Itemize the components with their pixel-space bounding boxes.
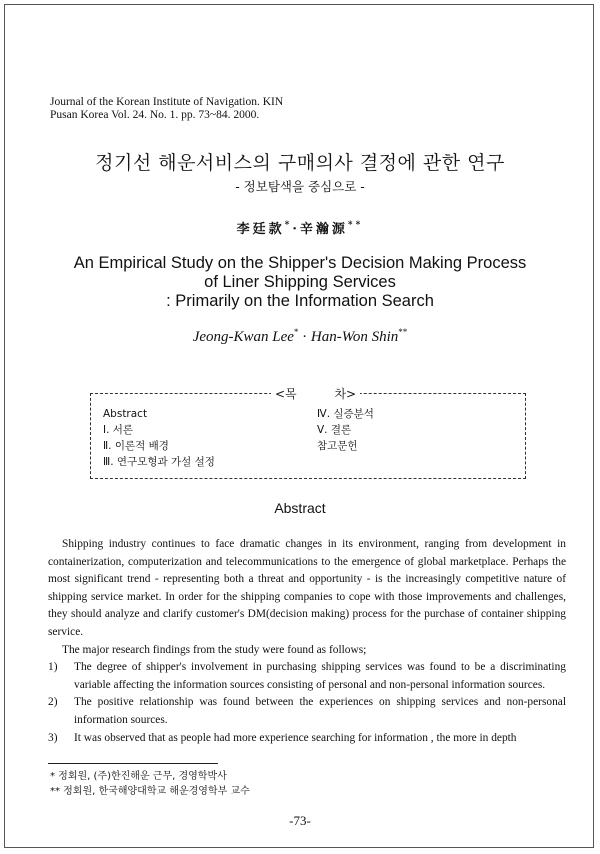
journal-line-1: Journal of the Korean Institute of Navigation. KIN <box>50 96 284 108</box>
author-separator: · <box>292 222 300 237</box>
abstract-body <box>48 536 566 747</box>
author1-hanja: 李廷款 <box>236 222 285 237</box>
journal-line-2: Pusan Korea Vol. 24. No. 1. pp. 73~84. 2000. <box>50 109 260 121</box>
english-title-line-3: : Primarily on the Information Search <box>166 292 434 310</box>
footnote-2: ** 정회원, 한국해양대학교 해운경영학부 교수 <box>50 786 250 797</box>
author2-english: Han-Won Shin <box>310 329 399 345</box>
finding-text: The degree of shipper's involvement in purchasing shipping services was found to be a discriminating variable affecting the information sources consisting of personal and non-personal information sources. <box>74 661 566 691</box>
korean-subtitle: - 정보탐색을 중심으로 - <box>235 179 365 194</box>
finding-text: The positive relationship was found between the experiences on shipping services and non-personal information sources. <box>74 696 566 726</box>
abstract-paragraph: Shipping industry continues to face dramatic changes in its environment, ranging from development in containerization, computerization and telecommunications to the emergence of global marketplace. Perhaps the most significant trend - representing both a threat and opportunity - is the increasingly competitive nature of shipping service market. In order for the shipping companies to cope with those improvements and challenges, they should analyze and clarify customer's DM(decision making) process for the purchase of container shipping service. <box>48 538 566 638</box>
author-separator-en: · <box>298 329 311 345</box>
author1-mark: * <box>293 327 299 337</box>
findings-list <box>48 659 566 747</box>
authors-hanja: 李廷款*·辛瀚源** <box>236 220 364 237</box>
toc-item: Ⅲ. 연구모형과 가설 설정 <box>103 456 215 468</box>
table-of-contents <box>90 387 526 479</box>
page-number: -73- <box>289 813 311 828</box>
author2-mark: ** <box>398 327 408 337</box>
english-title-line-1: An Empirical Study on the Shipper's Decision Making Process <box>73 254 527 272</box>
toc-item: Ⅰ. 서론 <box>103 424 134 436</box>
toc-item: Ⅴ. 결론 <box>317 424 352 436</box>
finding-item <box>48 730 566 748</box>
finding-number: 1) <box>48 661 58 674</box>
toc-item: 참고문헌 <box>317 440 358 452</box>
finding-number: 3) <box>48 731 58 744</box>
korean-title: 정기선 해운서비스의 구매의사 결정에 관한 연구 <box>95 152 505 174</box>
toc-item: Ⅱ. 이론적 배경 <box>103 440 169 452</box>
footnotes <box>50 769 250 799</box>
author1-english: Jeong-Kwan Lee <box>192 329 294 345</box>
findings-intro: The major research findings from the study were found as follows; <box>62 643 367 656</box>
footnote-1: * 정회원, (주)한진해운 근무, 경영학박사 <box>50 771 227 782</box>
toc-left-column <box>103 406 215 470</box>
footnote-divider <box>48 763 218 764</box>
journal-citation <box>50 96 283 122</box>
finding-item <box>48 694 566 729</box>
toc-item: Abstract <box>103 408 148 420</box>
abstract-heading: Abstract <box>274 500 326 516</box>
english-title <box>0 254 600 311</box>
authors-english <box>0 327 600 346</box>
finding-text: It was observed that as people had more experience searching for information , the more in depth <box>74 731 517 744</box>
finding-number: 2) <box>48 696 58 709</box>
toc-title: <목 차> <box>271 385 360 402</box>
english-title-line-2: of Liner Shipping Services <box>204 273 396 291</box>
toc-item: Ⅳ. 실증분석 <box>317 408 374 420</box>
author2-hanja: 辛瀚源 <box>299 222 348 237</box>
finding-item <box>48 659 566 694</box>
toc-right-column <box>317 406 374 454</box>
